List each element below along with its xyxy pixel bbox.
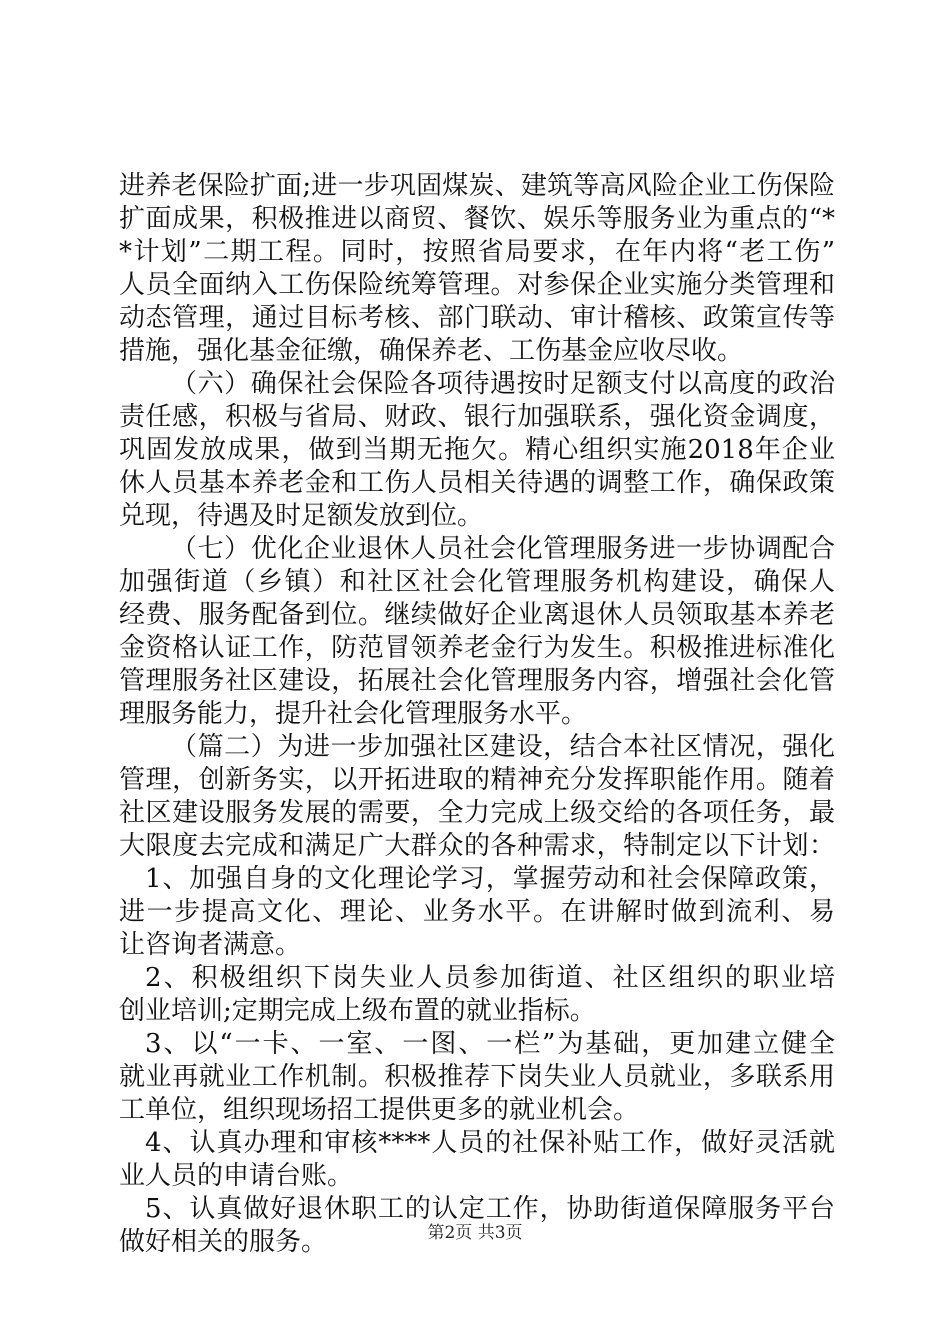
text-line: 经费、服务配备到位。继续做好企业离退休人员领取基本养老: [119, 600, 835, 630]
text-line: （六）确保社会保险各项待遇按时足额支付以高度的政治: [171, 369, 835, 399]
text-line: 进一步提高文化、理论、业务水平。在讲解时做到流利、易: [119, 897, 835, 927]
text-line: 管理，创新务实，以开拓进取的精神充分发挥职能作用。随着: [119, 765, 835, 795]
text-line: 责任感，积极与省局、财政、银行加强联系，强化资金调度，: [119, 402, 835, 432]
text-line: 4、认真办理和审核****人员的社保补贴工作，做好灵活就: [145, 1128, 835, 1158]
text-line: 人员全面纳入工伤保险统筹管理。对参保企业实施分类管理和: [119, 270, 835, 300]
text-line: 做好相关的服务。: [119, 1227, 328, 1257]
text-line: 社区建设服务发展的需要，全力完成上级交给的各项任务，最: [119, 798, 835, 828]
text-line: （篇二）为进一步加强社区建设，结合本社区情况，强化: [171, 732, 835, 762]
text-line: 大限度去完成和满足广大群众的各种需求，特制定以下计划：: [119, 831, 835, 861]
text-line: 就业再就业工作机制。积极推荐下岗失业人员就业，多联系用: [119, 1062, 835, 1092]
page-footer: 第2页 共3页: [427, 1223, 523, 1243]
text-line: 金资格认证工作，防范冒领养老金行为发生。积极推进标准化: [119, 633, 835, 663]
text-line: 扩面成果，积极推进以商贸、餐饮、娱乐等服务业为重点的“*: [119, 204, 835, 234]
text-line: 加强街道（乡镇）和社区社会化管理服务机构建设，确保人: [119, 567, 835, 597]
text-line: （七）优化企业退休人员社会化管理服务进一步协调配合: [171, 534, 835, 564]
text-line: 兑现，待遇及时足额发放到位。: [119, 501, 484, 531]
text-line: 3、以“一卡、一室、一图、一栏”为基础，更加建立健全: [145, 1029, 835, 1059]
text-line: *计划”二期工程。同时，按照省局要求，在年内将“老工伤”: [119, 237, 835, 267]
text-line: 让咨询者满意。: [119, 930, 302, 960]
text-line: 5、认真做好退休职工的认定工作，协助街道保障服务平台: [145, 1194, 835, 1224]
text-line: 2、积极组织下岗失业人员参加街道、社区组织的职业培: [145, 963, 835, 993]
text-line: 业人员的申请台账。: [119, 1161, 354, 1191]
text-line: 工单位，组织现场招工提供更多的就业机会。: [119, 1095, 640, 1125]
text-line: 管理服务社区建设，拓展社会化管理服务内容，增强社会化管: [119, 666, 835, 696]
text-line: 动态管理，通过目标考核、部门联动、审计稽核、政策宣传等: [119, 303, 835, 333]
text-line: 进养老保险扩面;进一步巩固煤炭、建筑等高风险企业工伤保险: [119, 171, 835, 201]
document-body: [119, 170, 835, 1259]
text-line: 1、加强自身的文化理论学习，掌握劳动和社会保障政策，: [145, 864, 835, 894]
text-line: 理服务能力，提升社会化管理服务水平。: [119, 699, 588, 729]
text-line: 创业培训;定期完成上级布置的就业指标。: [119, 996, 596, 1026]
text-line: 措施，强化基金征缴，确保养老、工伤基金应收尽收。: [119, 336, 744, 366]
text-line: 休人员基本养老金和工伤人员相关待遇的调整工作，确保政策: [119, 468, 835, 498]
text-line: 巩固发放成果，做到当期无拖欠。精心组织实施2018年企业: [119, 435, 835, 465]
